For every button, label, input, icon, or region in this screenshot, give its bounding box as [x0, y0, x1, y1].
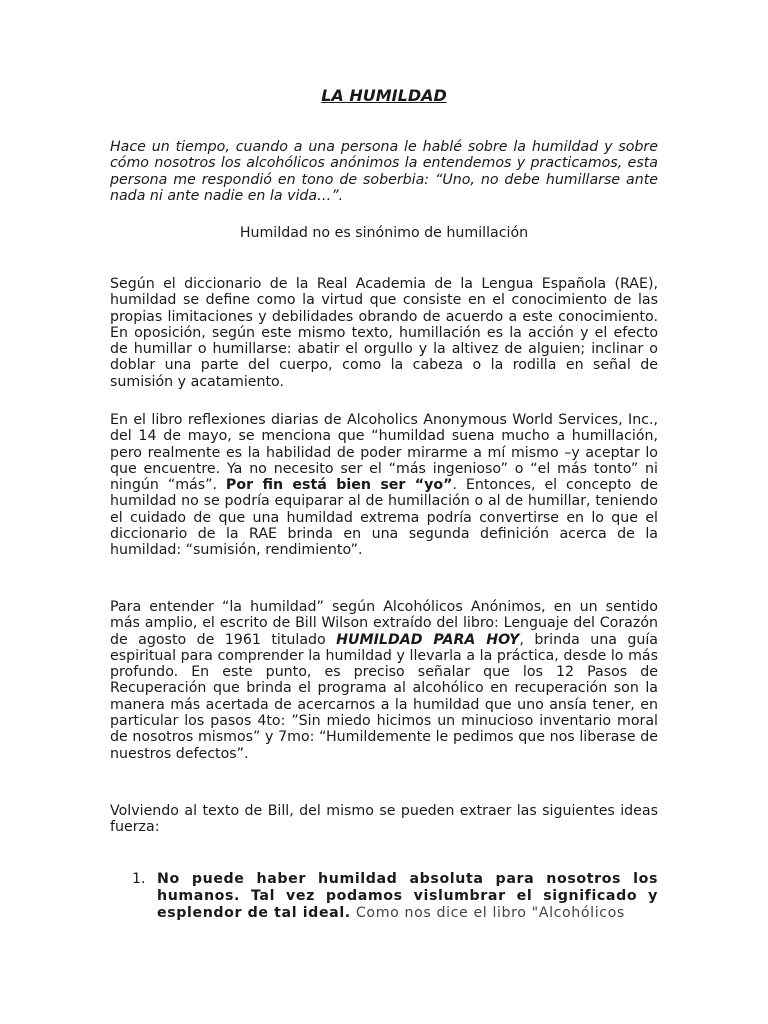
p3-text-c: , brinda una guía espiritual para comprender la humildad y llevarla a la práctica, desde lo más profundo. En este punto, es preciso señalar que los 12 Pasos de Recuperación que brinda el programa al alcohólico en recuperación son la manera más acertada de acercarnos a la humildad que uno ansía tener, en particular los pasos 4to: ”Sin miedo hicimos un minucioso inventario moral de nosotros mismos” y 7mo: “Humildemente le pedimos que nos liberase de nuestros defectos”. — [110, 631, 658, 762]
list-item-number: 1. — [132, 871, 146, 887]
p2-text-c: . Entonces, el concepto de humildad no se podría equiparar al de humillación o al de humillar, teniendo el cuidado de que una humildad extrema podría convertirse en lo que el diccionario de la RAE brinda en una segunda definición acerca de la humildad: “sumisión, rendimiento”. — [110, 477, 658, 559]
p2-bold-text: Por fin está bien ser “yo” — [225, 477, 453, 494]
p2-text-a: En el libro reflexiones diarias de Alcoholics Anonymous World Services, Inc., del 14 de mayo, se menciona que “humildad suena mucho a humillación, pero realmente es la habilidad de poder mirarme a mí mismo –y aceptar lo que encuentre. Ya no necesito ser el “más ingenioso” o “el más tonto” ni ningún “más”. — [110, 412, 658, 494]
list-item-text: Como nos dice el libro "Alcohólicos — [350, 905, 625, 921]
paragraph-rae-definition: Según el diccionario de la Real Academia de la Lengua Española (RAE), humildad se define como la virtud que consiste en el conocimiento de las propias limitaciones y debilidades obrando de acuerdo a este conocimiento. En oposición, según este mismo texto, humillación es la acción y el efecto de humillar o humillarse: abatir el orgullo y la altivez de alguien; inclinar o doblar una parte del cuerpo, como la cabeza o la rodilla en señal de sumisión y acatamiento. — [110, 276, 658, 390]
paragraph-bill-wilson — [110, 599, 658, 762]
key-ideas-list — [110, 871, 658, 922]
p3-bold-italic-title: HUMILDAD PARA HOY — [336, 631, 520, 648]
paragraph-daily-reflections — [110, 412, 658, 559]
intro-paragraph: Hace un tiempo, cuando a una persona le hablé sobre la humildad y sobre cómo nosotros los alcohólicos anónimos la entendemos y practicamos, esta persona me respondió en tono de soberbia: “Uno, no debe humillarse ante nada ni ante nadie en la vida…”. — [110, 139, 658, 204]
list-item — [110, 871, 658, 922]
section-subtitle: Humildad no es sinónimo de humillación — [239, 225, 529, 241]
paragraph-key-ideas-intro: Volviendo al texto de Bill, del mismo se pueden extraer las siguientes ideas fuerza: — [110, 803, 658, 836]
list-item-bold-text: No puede haber humildad absoluta para nosotros los humanos. Tal vez podamos vislumbrar el significado y esplendor de tal ideal. — [157, 871, 658, 921]
p3-text-a: Para entender “la humildad” según Alcohólicos Anónimos, en un sentido más amplio, el escrito de Bill Wilson extraído del libro: Lenguaje del Corazón de agosto de 1961 titulado — [110, 599, 658, 648]
document-title: LA HUMILDAD — [321, 86, 447, 105]
